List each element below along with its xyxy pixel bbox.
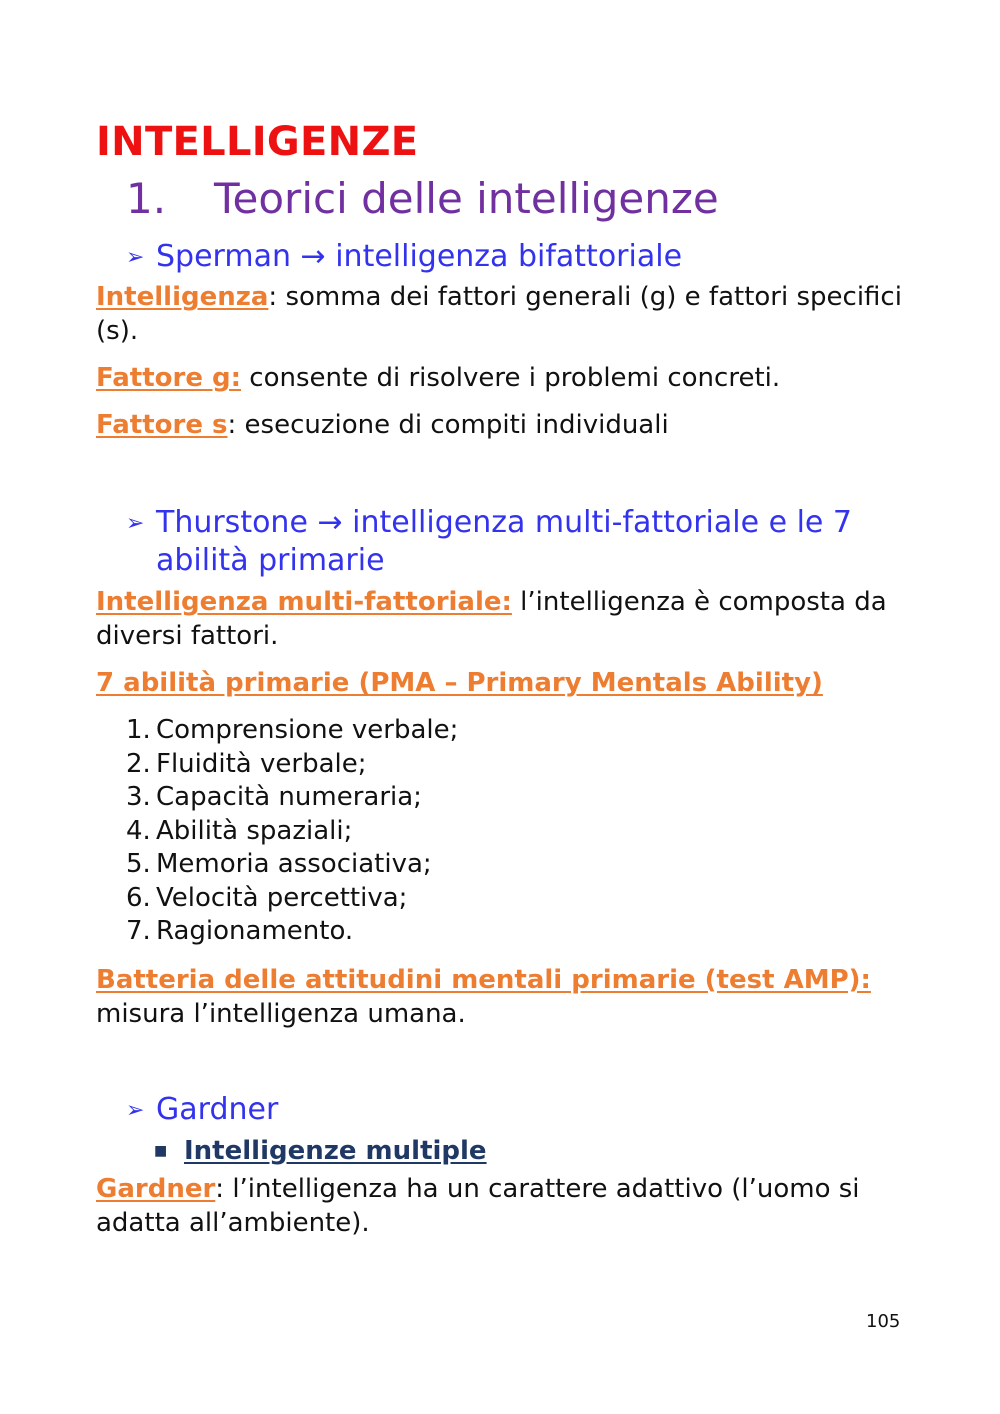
paragraph-pma: [96, 666, 916, 700]
ability-item: [126, 714, 916, 748]
term-definition: : esecuzione di compiti individuali: [227, 410, 669, 441]
ability-text: Abilità spaziali;: [156, 815, 353, 846]
ability-item: [126, 781, 916, 815]
term-label: Intelligenza: [96, 282, 269, 313]
heading-thurstone: [126, 504, 916, 580]
square-bullet-icon: ■: [154, 1142, 168, 1159]
ability-text: Ragionamento.: [156, 916, 354, 947]
ability-item: [126, 882, 916, 916]
arrow-right-icon: →: [300, 239, 326, 275]
section-title: Teorici delle intelligenze: [214, 174, 719, 223]
paragraph-gardner: [96, 1172, 916, 1240]
heading-spearman-topic: intelligenza bifattoriale: [335, 239, 683, 275]
ability-number: 4.: [126, 815, 151, 846]
arrow-bullet-icon: ➢: [126, 245, 145, 271]
ability-number: 7.: [126, 916, 151, 947]
arrow-bullet-icon: ➢: [126, 511, 145, 537]
ability-text: Fluidità verbale;: [156, 748, 367, 779]
ability-number: 6.: [126, 882, 151, 913]
ability-item: [126, 748, 916, 782]
ability-text: Velocità percettiva;: [156, 882, 408, 913]
arrow-right-icon: →: [317, 505, 343, 541]
subheading-intelligenze-multiple: [154, 1134, 916, 1168]
page-number: 105: [866, 1311, 901, 1332]
ability-number: 1.: [126, 715, 151, 746]
heading-gardner-name: Gardner: [156, 1091, 279, 1127]
ability-text: Memoria associativa;: [156, 849, 432, 880]
ability-number: 3.: [126, 782, 151, 813]
paragraph-intelligenza: [96, 280, 916, 348]
term-label: Intelligenza multi-fattoriale:: [96, 587, 512, 618]
paragraph-amp: [96, 963, 916, 1031]
term-label: Gardner: [96, 1173, 216, 1204]
paragraph-fattore-s: [96, 408, 916, 442]
section-heading: [126, 174, 916, 224]
term-label: Batteria delle attitudini mentali primarie (test AMP):: [96, 964, 871, 995]
paragraph-multi-fattoriale: [96, 585, 916, 653]
document-page: [96, 118, 916, 1240]
ability-text: Comprensione verbale;: [156, 715, 459, 746]
heading-gardner: [126, 1091, 916, 1130]
term-definition: consente di risolvere i problemi concreti.: [241, 363, 781, 394]
ability-text: Capacità numeraria;: [156, 782, 422, 813]
arrow-bullet-icon: ➢: [126, 1097, 145, 1123]
pma-label: 7 abilità primarie (PMA – Primary Mentals Ability): [96, 668, 823, 699]
ability-item: [126, 815, 916, 849]
term-definition: misura l’intelligenza umana.: [96, 998, 466, 1029]
abilities-list: [96, 714, 916, 949]
paragraph-fattore-g: [96, 361, 916, 395]
term-definition: l’intelligenza è composta da diversi fattori.: [96, 587, 887, 652]
ability-number: 2.: [126, 748, 151, 779]
term-label: Fattore g:: [96, 363, 242, 394]
heading-spearman: [126, 238, 916, 277]
ability-item: [126, 848, 916, 882]
section-number: 1.: [126, 174, 167, 223]
heading-thurstone-topic: intelligenza multi-fattoriale e le 7 abilità primarie: [156, 505, 853, 579]
term-label: Fattore s: [96, 410, 228, 441]
heading-thurstone-name: Thurstone: [156, 505, 308, 541]
ability-number: 5.: [126, 849, 151, 880]
ability-item: [126, 915, 916, 949]
term-definition: : l’intelligenza ha un carattere adattivo (l’uomo si adatta all’ambiente).: [96, 1173, 860, 1238]
heading-spearman-name: Sperman: [156, 239, 291, 275]
term-definition: : somma dei fattori generali (g) e fattori specifici (s).: [96, 282, 902, 347]
page-title: INTELLIGENZE: [96, 119, 419, 165]
subheading-text: Intelligenze multiple: [184, 1135, 487, 1166]
